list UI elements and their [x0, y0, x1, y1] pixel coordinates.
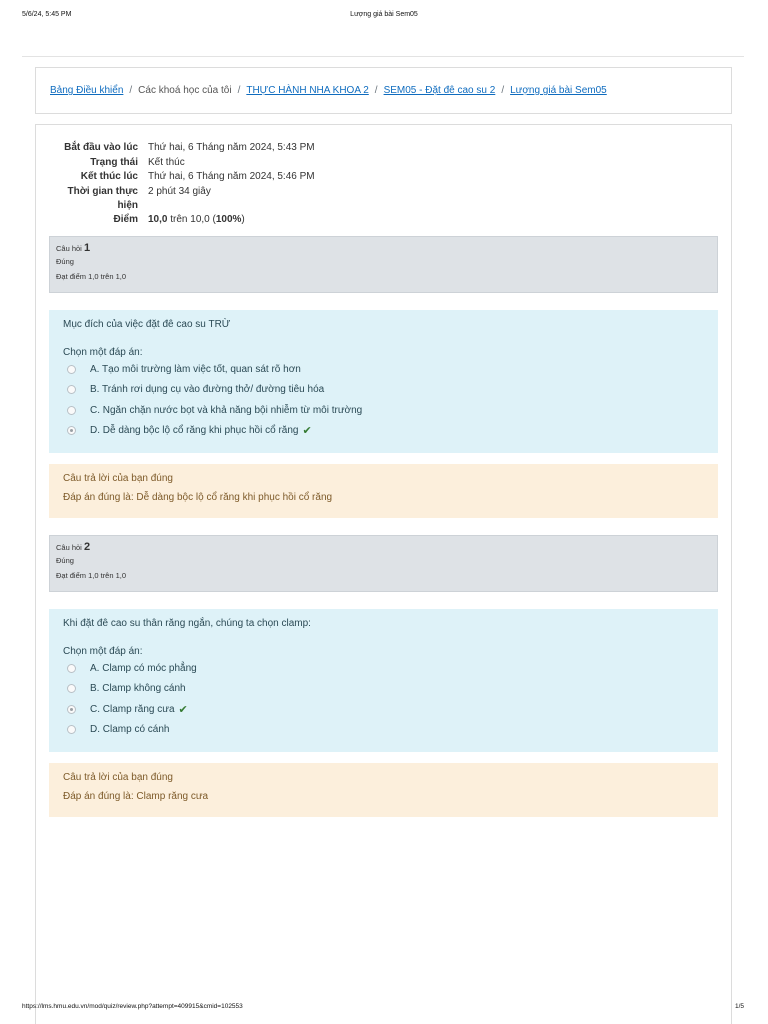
check-icon: ✔ — [302, 425, 312, 438]
radio-icon[interactable] — [67, 725, 76, 734]
started-value: Thứ hai, 6 Tháng năm 2024, 5:43 PM — [148, 142, 315, 153]
answer-prompt: Chọn một đáp án: — [63, 646, 143, 657]
answer-prompt: Chọn một đáp án: — [63, 347, 143, 358]
breadcrumb-separator: / — [129, 85, 133, 96]
grade-value — [148, 213, 245, 228]
check-icon: ✔ — [178, 703, 188, 716]
question-number — [56, 541, 711, 553]
question-text: Mục đích của việc đặt đê cao su TRỪ — [63, 319, 231, 330]
grade-percent: 100% — [215, 213, 242, 225]
grade-label: Điểm — [113, 213, 138, 225]
answer-option-label: D. Dễ dàng bộc lộ cổ răng khi phục hồi cổ răng — [90, 425, 299, 437]
answer-option[interactable] — [67, 679, 704, 700]
question-grade: Đạt điểm 1,0 trên 1,0 — [56, 571, 127, 580]
time-taken-value: 2 phút 34 giây — [148, 185, 211, 197]
breadcrumb-dashboard[interactable]: Bảng Điều khiển — [50, 85, 124, 96]
time-taken-label-line1: Thời gian thực — [67, 185, 138, 197]
radio-icon[interactable] — [67, 705, 76, 714]
question-number-label: Câu hỏi — [56, 244, 84, 253]
grade-out-of: trên 10,0 ( — [167, 213, 216, 225]
answer-option[interactable] — [67, 720, 704, 741]
breadcrumb-my-courses: Các khoá học của tôi — [138, 85, 232, 96]
radio-icon[interactable] — [67, 426, 76, 435]
right-answer: Đáp án đúng là: Clamp răng cưa — [63, 791, 209, 802]
question-number — [56, 242, 711, 254]
state-label: Trạng thái — [90, 156, 138, 168]
breadcrumb-separator: / — [237, 85, 241, 96]
answer-option-selected[interactable] — [67, 699, 704, 720]
print-datetime: 5/6/24, 5:45 PM — [22, 11, 72, 18]
question-info — [49, 535, 718, 592]
time-taken-label — [50, 185, 148, 213]
question-info — [49, 236, 718, 293]
answer-option-selected[interactable] — [67, 421, 704, 442]
feedback-text: Câu trả lời của bạn đúng — [63, 473, 173, 484]
breadcrumb-course[interactable]: THỰC HÀNH NHA KHOA 2 — [246, 85, 369, 96]
completed-label: Kết thúc lúc — [80, 171, 138, 182]
answer-option-label: C. Clamp răng cưa — [90, 703, 175, 715]
state-value: Kết thúc — [148, 156, 185, 168]
grade-close: ) — [241, 213, 245, 225]
divider — [22, 56, 744, 57]
print-title: Lượng giá bài Sem05 — [350, 11, 418, 18]
answer-option-label: B. Clamp không cánh — [90, 683, 186, 695]
feedback-box — [49, 763, 718, 817]
print-page-number: 1/5 — [734, 1003, 744, 1010]
question-number-value: 2 — [83, 541, 91, 553]
answer-option-label: A. Clamp có móc phẳng — [90, 662, 197, 674]
right-answer: Đáp án đúng là: Dễ dàng bộc lộ cổ răng khi phục hồi cổ răng — [63, 492, 333, 503]
radio-icon[interactable] — [67, 385, 76, 394]
feedback-box — [49, 464, 718, 518]
feedback-text: Câu trả lời của bạn đúng — [63, 772, 173, 783]
breadcrumb — [35, 67, 732, 114]
question-grade: Đạt điểm 1,0 trên 1,0 — [56, 272, 127, 281]
question-state: Đúng — [56, 257, 74, 266]
question-number-value: 1 — [83, 242, 91, 254]
answer-option-label: A. Tạo môi trường làm việc tốt, quan sát rõ hơn — [90, 363, 301, 375]
question-text: Khi đặt đê cao su thân răng ngắn, chúng ta chọn clamp: — [63, 618, 311, 629]
breadcrumb-separator: / — [374, 85, 378, 96]
question-content — [49, 609, 718, 752]
radio-icon[interactable] — [67, 664, 76, 673]
radio-icon[interactable] — [67, 406, 76, 415]
question-state: Đúng — [56, 556, 74, 565]
radio-icon[interactable] — [67, 684, 76, 693]
breadcrumb-section[interactable]: SEM05 - Đặt đê cao su 2 — [383, 85, 496, 96]
completed-value: Thứ hai, 6 Tháng năm 2024, 5:46 PM — [148, 171, 315, 182]
grade-score: 10,0 — [148, 213, 168, 225]
answer-option[interactable] — [67, 400, 704, 421]
answer-option[interactable] — [67, 359, 704, 380]
question-content — [49, 310, 718, 453]
breadcrumb-quiz[interactable]: Lượng giá bài Sem05 — [510, 85, 607, 96]
radio-icon[interactable] — [67, 365, 76, 374]
answer-option-label: C. Ngăn chặn nước bọt và khả năng bội nhiễm từ môi trường — [90, 404, 363, 416]
attempt-summary — [50, 141, 315, 227]
answer-option-label: B. Tránh rơi dụng cụ vào đường thở/ đường tiêu hóa — [90, 384, 325, 396]
question-number-label: Câu hỏi — [56, 543, 84, 552]
breadcrumb-separator: / — [501, 85, 505, 96]
answer-option[interactable] — [67, 658, 704, 679]
answer-option-label: D. Clamp có cánh — [90, 724, 170, 736]
answer-option[interactable] — [67, 380, 704, 401]
started-label: Bắt đầu vào lúc — [64, 142, 138, 153]
time-taken-label-line2: hiện — [117, 199, 138, 211]
print-url: https://lms.hmu.edu.vn/mod/quiz/review.php?attempt=409915&cmid=102553 — [22, 1003, 243, 1010]
